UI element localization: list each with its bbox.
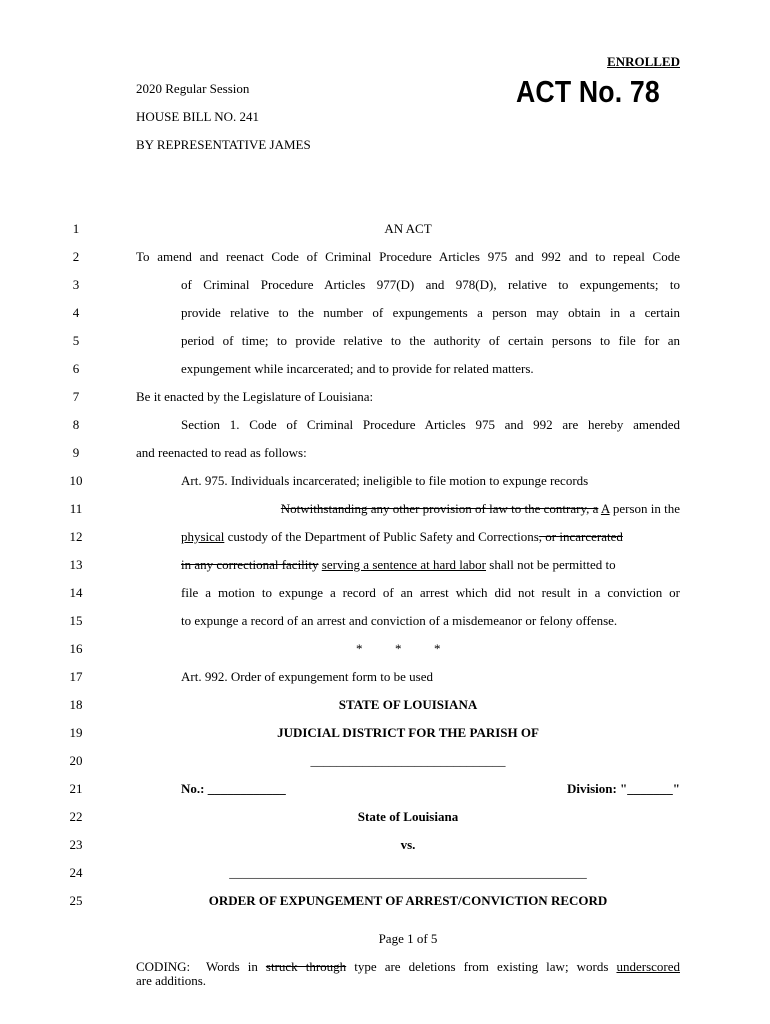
page-number: Page 1 of 5 [378, 931, 438, 946]
form-division: Division: "_______" [566, 781, 680, 796]
line-number: 7 [72, 389, 80, 404]
line-number: 23 [69, 837, 83, 852]
section-line: Section 1. Code of Criminal Procedure Articles 975 and 992 are hereby amended [181, 417, 680, 432]
bill-number: HOUSE BILL NO. 241 [136, 109, 260, 124]
line-number: 17 [69, 669, 83, 684]
coding-text: CODING: Words in [136, 959, 266, 974]
bill-author: BY REPRESENTATIVE JAMES [136, 137, 311, 152]
coding-struck-example: struck through [265, 959, 347, 974]
title-line: period of time; to provide relative to the authority of certain persons to file for an [181, 333, 680, 348]
form-state: STATE OF LOUISIANA [338, 697, 478, 712]
article-heading: Art. 975. Individuals incarcerated; ineligible to file motion to expunge records [181, 473, 589, 488]
article-heading: Art. 992. Order of expungement form to be used [181, 669, 433, 684]
added-text: serving a sentence at hard labor [321, 557, 487, 572]
line-number: 4 [72, 305, 80, 320]
plain-text: custody of the Department of Public Safety and Corrections [224, 529, 539, 544]
line-number: 24 [69, 865, 83, 880]
title-line: expungement while incarcerated; and to provide for related matters. [181, 361, 534, 376]
line-number: 15 [69, 613, 83, 628]
act-number: ACT No. 78 [516, 74, 660, 109]
article-text: to expunge a record of an arrest and conviction of a misdemeanor or felony offense. [181, 613, 618, 628]
added-text: A [600, 501, 610, 516]
form-versus: vs. [400, 837, 416, 852]
line-number: 20 [69, 753, 83, 768]
amended-line [181, 529, 680, 545]
line-number: 8 [72, 417, 80, 432]
added-text: physical [181, 529, 225, 544]
title-line: provide relative to the number of expungements a person may obtain in a certain [181, 305, 680, 320]
title-line: of Criminal Procedure Articles 977(D) and 978(D), relative to expungements; to [181, 277, 680, 292]
amended-line [228, 501, 680, 517]
coding-note-cont: are additions. [136, 973, 207, 988]
title-line: To amend and reenact Code of Criminal Procedure Articles 975 and 992 and to repeal Code [136, 249, 680, 264]
line-number: 12 [69, 529, 83, 544]
line-number: 3 [72, 277, 80, 292]
line-number: 11 [69, 501, 83, 516]
form-parish-blank: ______________________________ [310, 753, 506, 768]
plain-text: person in the [609, 501, 680, 516]
line-number: 9 [72, 445, 80, 460]
line-number: 10 [69, 473, 83, 488]
struck-text: , or incarcerated [538, 529, 623, 544]
form-plaintiff: State of Louisiana [357, 809, 459, 824]
form-number: No.: ____________ [181, 781, 286, 796]
enacting-clause: Be it enacted by the Legislature of Louisiana: [136, 389, 374, 404]
form-title: ORDER OF EXPUNGEMENT OF ARREST/CONVICTION RECORD [208, 893, 608, 908]
line-number: 1 [72, 221, 80, 236]
amended-line [181, 557, 680, 573]
line-number: 14 [69, 585, 83, 600]
line-number: 13 [69, 557, 83, 572]
line-number: 16 [69, 641, 83, 656]
section-break: * * * [356, 641, 441, 656]
form-district: JUDICIAL DISTRICT FOR THE PARISH OF [277, 725, 539, 740]
act-heading: AN ACT [384, 221, 432, 236]
session-label: 2020 Regular Session [136, 81, 250, 96]
section-line: and reenacted to read as follows: [136, 445, 307, 460]
line-number: 18 [69, 697, 83, 712]
coding-note [136, 959, 680, 975]
line-number: 21 [69, 781, 83, 796]
line-number: 22 [69, 809, 83, 824]
coding-underscored-example: underscored [616, 959, 680, 974]
line-number: 6 [72, 361, 80, 376]
article-text: file a motion to expunge a record of an arrest which did not result in a conviction or [181, 585, 680, 600]
struck-text: Notwithstanding any other provision of law to the contrary, a [280, 501, 599, 516]
plain-text: shall not be permitted to [486, 557, 616, 572]
line-number: 19 [69, 725, 83, 740]
enrolled-label: ENROLLED [607, 54, 680, 69]
struck-text: in any correctional facility [181, 557, 319, 572]
line-number: 2 [72, 249, 80, 264]
coding-text: type are deletions from existing law; words [346, 959, 617, 974]
line-number: 25 [69, 893, 83, 908]
line-number: 5 [72, 333, 80, 348]
form-defendant-blank: _______________________________________________________ [229, 865, 587, 880]
